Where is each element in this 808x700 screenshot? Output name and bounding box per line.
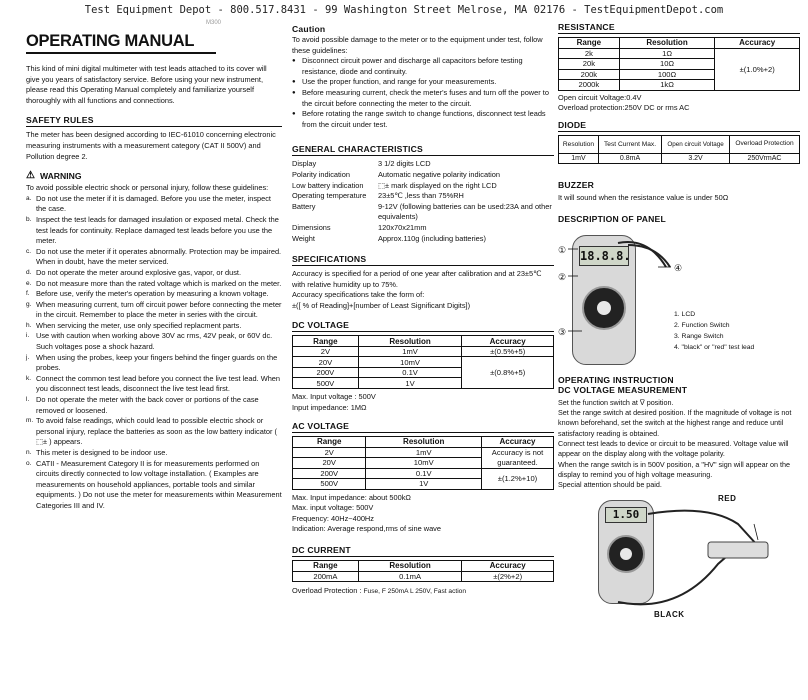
warning-item xyxy=(26,300,282,321)
warning-item-text: Do not measure more than the rated voltage which is marked on the meter. xyxy=(36,278,282,288)
warning-heading: ⚠ WARNING xyxy=(26,170,82,182)
table-row: 2V 1mV ±(0.5%+5) xyxy=(293,346,554,357)
op-line-2: Set the range switch at desired position. If the magnitude of voltage is not known beforehand, set the switch at the highest range and reduce until satisfactory reading is obtained. xyxy=(558,408,792,438)
warning-item-text: This meter is designed to be indoor use. xyxy=(36,448,168,457)
acv-note-2: Max. input voltage: 500V xyxy=(292,503,374,513)
circuit-leads-icon xyxy=(558,494,800,624)
warning-item-text: Connect the common test lead before you connect the live test lead. When you disconnect test leads, disconnect the live test lead first. xyxy=(36,373,281,394)
column-left xyxy=(26,20,282,512)
warning-item-text: Do not use the meter if it is damaged. Before you use the meter, inspect the case. xyxy=(36,193,271,214)
warning-item-text: To avoid false readings, which could lead to possible electric shock or personal injury, replace the batteries as soon as the low battery indicator ( ⬚± ) appears. xyxy=(36,416,278,447)
th-accuracy: Accuracy xyxy=(462,336,554,347)
dcv-note-1: Max. Input voltage : 500V xyxy=(292,391,376,401)
warning-item xyxy=(26,268,282,279)
op-line-1: Set the function switch at V̅ position. xyxy=(558,397,674,407)
warning-item-key: f. xyxy=(26,290,30,298)
warning-item xyxy=(26,194,282,215)
legend-item: 2. Function Switch xyxy=(674,321,730,329)
general-label: Battery xyxy=(292,201,316,211)
safety-heading: SAFETY RULES xyxy=(26,115,282,127)
bullet-icon: ● xyxy=(292,111,296,118)
legend-item: 4. "black" or "red" test lead xyxy=(674,343,755,351)
column-right xyxy=(558,20,800,624)
callout-1: ① xyxy=(558,244,567,255)
table-row: 200k 100Ω xyxy=(559,69,800,80)
specs-heading: SPECIFICATIONS xyxy=(292,254,554,266)
test-leads-icon xyxy=(558,227,688,367)
general-heading: GENERAL CHARACTERISTICS xyxy=(292,144,554,156)
warning-item-text: Do not operate the meter with the back cover or portions of the case removed or loosened. xyxy=(36,395,259,415)
warning-item xyxy=(26,353,282,374)
caution-intro: To avoid possible damage to the meter or to the equipment under test, follow these guidelines: xyxy=(292,35,543,55)
model-tag: M300 xyxy=(206,20,222,26)
warning-item-text: Do not operate the meter around explosive gas, vapor, or dust. xyxy=(36,267,242,277)
general-label: Low battery indication xyxy=(292,180,364,190)
lcd-display-2: 1.50 xyxy=(605,507,647,523)
general-value: 9-12V (following batteries can be used:23A and other equivalents) xyxy=(378,201,552,222)
legend-item: 3. Range Switch xyxy=(674,332,724,340)
acv-note-4: Indication: Average respond,rms of sine wave xyxy=(292,524,441,534)
dca-heading: DC CURRENT xyxy=(292,545,554,557)
dcv-heading: DC VOLTAGE xyxy=(292,320,554,332)
diode-heading: DIODE xyxy=(558,120,800,132)
warning-item-text: Do not use the meter if it operates abnormally. Protection may be impaired. When in doubt, have the meter serviced. xyxy=(36,246,282,267)
callout-4: ④ xyxy=(674,262,683,273)
general-value: 3 1/2 digits LCD xyxy=(378,159,431,169)
warning-item-text: When using the probes, keep your fingers behind the finger guards on the probes. xyxy=(36,352,278,373)
caution-item: ● Disconnect circuit power and discharge all capacitors before testing resistance, diode and continuity. xyxy=(292,56,523,76)
warning-item xyxy=(26,416,282,448)
warning-item-text: When measuring current, turn off circuit power before connecting the meter in the circuit. Remember to place the meter in series with the circuit. xyxy=(36,299,282,320)
caution-heading: Caution xyxy=(292,24,326,34)
table-row: 200V 0.1V ±(1.2%+10) xyxy=(293,468,554,479)
warning-item-key: k. xyxy=(26,374,32,382)
general-label: Operating temperature xyxy=(292,191,367,201)
th-range: Range xyxy=(293,336,359,347)
warning-item xyxy=(26,289,282,300)
general-value: ⬚± mark displayed on the right LCD xyxy=(378,180,497,190)
caution-item: ● Before rotating the range switch to change functions, disconnect test leads from the circuit under test. xyxy=(292,109,546,129)
column-middle xyxy=(292,22,554,598)
warning-item-text: Use with caution when working above 30V ac rms, 42V peak, or 60V dc. Such voltages pose a shock hazard. xyxy=(36,331,273,352)
table-row: 1mV 0.8mA 3.2V 250VrmAC xyxy=(559,153,800,164)
warning-item-key: d. xyxy=(26,268,32,276)
lcd-display: 18.8.8. xyxy=(579,246,629,266)
bullet-icon: ● xyxy=(292,58,296,65)
warning-item xyxy=(26,321,282,332)
red-lead-label: RED xyxy=(718,494,737,504)
op-line-3: Connect test leads to device or circuit to be measured. Voltage value will appear on the display along with the voltage polarity. xyxy=(558,438,789,459)
dcv-table xyxy=(292,335,554,389)
table-row: 20V 10mV ±(0.8%+5) xyxy=(293,357,554,368)
warning-item-text: CATII - Measurement Category II is for measurements performed on circuits directly connected to low voltage installation. ( Examples are measurements on household appliances, portable tools and similar equipments. ) Do not use the meter for measurements within Measurement Categories III and IV. xyxy=(36,458,282,510)
warning-intro: To avoid possible electric shock or personal injury, follow these guidelines: xyxy=(26,183,269,193)
intro-text: This kind of mini digital multimeter with test leads attached to its cover will give you years of satisfactory service. Before using your new instrument, please read this Operating Manual completely and familiarize yourself thoroughly with all functions and connections. xyxy=(26,64,267,105)
specs-line-3: ±([ % of Reading]+[number of Least Significant Digits]) xyxy=(292,300,471,310)
page-header: Test Equipment Depot - 800.517.8431 - 99 Washington Street Melrose, MA 02176 - TestEquipmentDepot.com xyxy=(84,4,724,16)
table-row: 2000k 1kΩ xyxy=(559,80,800,91)
warning-item-text: Inspect the test leads for damaged insulation or exposed metal. Check the test leads for continuity. Replace damaged test leads before you use the meter. xyxy=(36,214,279,246)
panel-legend xyxy=(674,309,754,353)
warning-item xyxy=(26,247,282,268)
general-label: Dimensions xyxy=(292,222,331,232)
table-row: 200mA 0.1mA ±(2%+2) xyxy=(293,571,554,582)
table-row: 200V 0.1V xyxy=(293,367,554,378)
warning-item xyxy=(26,279,282,290)
warning-triangle-icon: ⚠ xyxy=(26,170,35,182)
manual-title: OPERATING MANUAL xyxy=(26,32,216,54)
acv-table: Range Resolution Accuracy 2V 1mV Accuracy is not guaranteed. 20V 10mV 200V 0.1V ±(1.2%+10) 500V 1V xyxy=(292,436,554,490)
black-lead-label: BLACK xyxy=(654,610,685,620)
specs-line-2: Accuracy specifications take the form of: xyxy=(292,290,425,300)
warning-item-key: n. xyxy=(26,449,32,456)
warning-item-key: c. xyxy=(26,247,32,255)
warning-item-key: j. xyxy=(26,353,30,361)
warning-item-text: When servicing the meter, use only specified replacment parts. xyxy=(36,320,242,330)
specs-line-1: Accuracy is specified for a period of one year after calibration and at 23±5℃ with relative humidity up to 75%. xyxy=(292,269,542,289)
general-value: Automatic negative polarity indication xyxy=(378,169,501,179)
th-resolution: Resolution xyxy=(358,336,462,347)
warning-item xyxy=(26,395,282,416)
general-label: Polarity indication xyxy=(292,169,350,179)
table-row: 2k 1Ω ±(1.0%+2) xyxy=(559,48,800,59)
warning-item xyxy=(26,374,282,395)
callout-3: ③ xyxy=(558,326,567,337)
measurement-figure xyxy=(558,494,800,624)
warning-item-key: i. xyxy=(26,332,30,340)
general-value: 23±5℃ ,less than 75%RH xyxy=(378,191,464,201)
res-note-1: Open circuit Voltage:0.4V xyxy=(558,92,642,102)
panel-figure xyxy=(558,227,800,367)
warning-item-key: e. xyxy=(26,279,32,287)
general-label: Display xyxy=(292,159,317,169)
general-value: 120x70x21mm xyxy=(378,222,427,232)
bullet-icon: ● xyxy=(292,89,296,96)
res-note-2: Overload protection:250V DC or rms AC xyxy=(558,103,690,113)
callout-2: ② xyxy=(558,271,567,282)
op-line-4: When the range switch is in 500V position, a "HV" sign will appear on the display to remind you of high voltage measuring. xyxy=(558,459,791,479)
warning-item xyxy=(26,448,282,459)
acv-note-1: Max. Input impedance: about 500kΩ xyxy=(292,492,411,502)
warning-item-key: g. xyxy=(26,300,32,308)
caution-list xyxy=(292,56,554,130)
res-heading: RESISTANCE xyxy=(558,22,800,34)
general-label: Weight xyxy=(292,233,315,243)
op-subheading: DC VOLTAGE MEASUREMENT xyxy=(558,384,688,395)
dcv-note-2: Input impedance: 1MΩ xyxy=(292,402,367,412)
caution-item: ● Use the proper function, and range for your measurements. xyxy=(292,77,497,87)
buzzer-heading: BUZZER xyxy=(558,180,595,191)
warning-item xyxy=(26,331,282,352)
table-row: 20k 10Ω xyxy=(559,59,800,70)
warning-list xyxy=(26,194,282,512)
diode-table: Resolution Test Current Max. Open circuit Voltage Overload Protection 1mV 0.8mA 3.2V 250VrmAC xyxy=(558,135,800,165)
table-row: 2V 1mV Accuracy is not guaranteed. xyxy=(293,447,554,458)
warning-item-text: Before use, verify the meter's operation by measuring a known voltage. xyxy=(36,289,269,299)
table-row: 500V 1V xyxy=(293,479,554,490)
op-heading: OPERATING INSTRUCTION xyxy=(558,374,674,385)
dca-table: Range Resolution Accuracy 200mA 0.1mA ±(2%+2) xyxy=(292,560,554,582)
general-table xyxy=(292,159,554,244)
warning-item-key: l. xyxy=(26,396,30,404)
warning-item xyxy=(26,215,282,247)
legend-item: 1. LCD xyxy=(674,310,696,318)
warning-item-key: a. xyxy=(26,194,32,202)
acv-note-3: Frequency: 40Hz~400Hz xyxy=(292,513,374,523)
acv-heading: AC VOLTAGE xyxy=(292,421,554,433)
dca-note: Overload Protection : Fuse, F 250mA L 250V, Fast action xyxy=(292,586,467,596)
panel-heading: DESCRIPTION OF PANEL xyxy=(558,213,666,224)
op-line-5: Special attention should be paid. xyxy=(558,480,662,490)
table-row: 500V 1V xyxy=(293,378,554,389)
table-row: 20V 10mV xyxy=(293,458,554,469)
general-value: Approx.110g (including batteries) xyxy=(378,233,486,243)
warning-item-key: h. xyxy=(26,321,32,329)
warning-item xyxy=(26,459,282,512)
bullet-icon: ● xyxy=(292,79,296,86)
buzzer-text: It will sound when the resistance value is under 50Ω xyxy=(558,193,729,203)
warning-item-key: m. xyxy=(26,417,34,425)
warning-item-key: b. xyxy=(26,215,32,223)
warning-item-key: o. xyxy=(26,459,32,467)
caution-item: ● Before measuring current, check the meter's fuses and turn off the power to the circuit before connecting the meter to the circuit. xyxy=(292,87,549,108)
res-table: Range Resolution Accuracy 2k 1Ω ±(1.0%+2) 20k 10Ω 200k 100Ω 2000k 1kΩ xyxy=(558,37,800,91)
safety-text: The meter has been designed according to IEC-61010 concerning electronic measuring instruments with a measurement category (CAT II 500V) and Pollution degree 2. xyxy=(26,130,276,161)
